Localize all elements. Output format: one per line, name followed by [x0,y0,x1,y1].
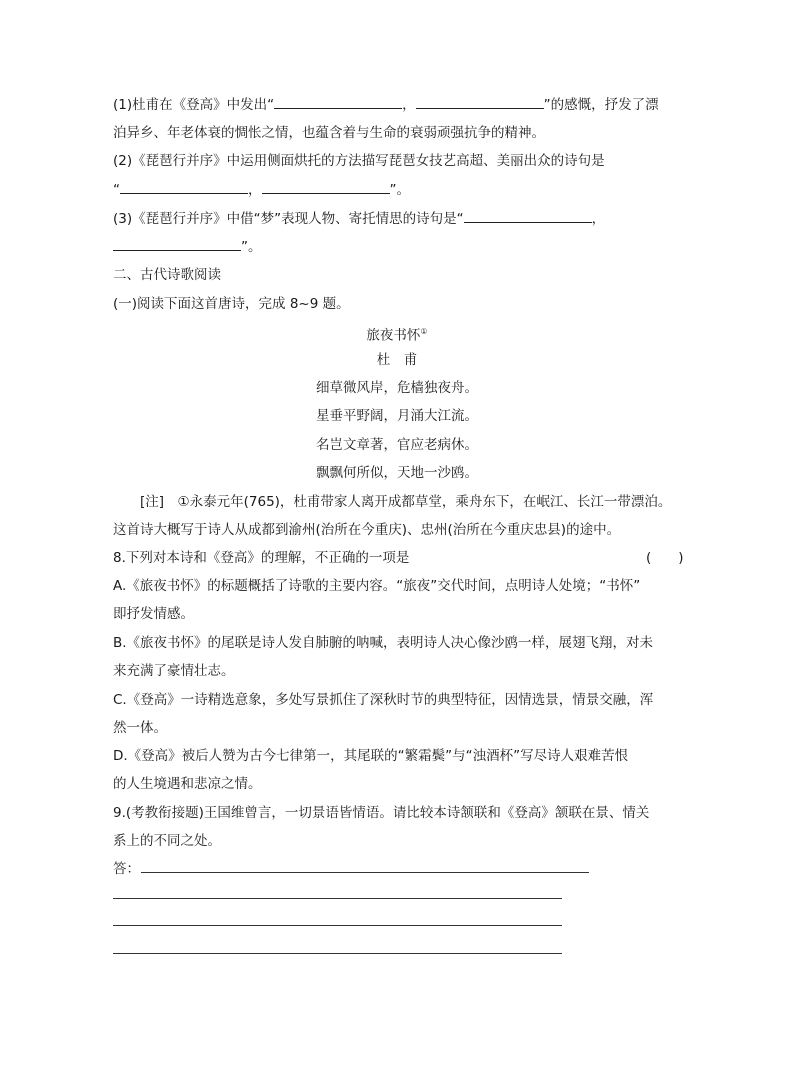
q1-3-text-a: (3)《琵琶行并序》中借“梦”表现人物、寄托情思的诗句是“ [113,211,464,227]
q1-1-text-b: ”的感慨，抒发了漂 [543,97,659,113]
poem-line: 星垂平野阔，月涌大江流。 [316,408,478,424]
answer-blank[interactable] [262,180,390,194]
poem-title [0,323,794,345]
q8-stem: 8.下列对本诗和《登高》的理解，不正确的一项是 [113,550,410,566]
q8-option-d: D.《登高》被后人赞为古今七律第一，其尾联的“繁霜鬓”与“浊酒杯”写尽诗人艰难苦恨 [113,748,629,764]
answer-blank[interactable] [120,180,248,194]
poem-author: 杜 甫 [376,352,418,368]
q8-option-d-cont: 的人生境遇和悲凉之情。 [113,776,262,792]
q1-1-line1 [113,95,659,114]
poem-line: 飘飘何所似，天地一沙鸥。 [316,465,478,481]
section-heading: 二、古代诗歌阅读 [113,267,221,283]
q1-1-line2: 泊异乡、年老体衰的惆怅之情，也蕴含着与生命的衰弱顽强抗争的精神。 [113,125,545,141]
q8-option-a-cont: 即抒发情感。 [113,606,194,622]
q8-option-b-cont: 来充满了豪情壮志。 [113,663,235,679]
q1-3-line2 [113,237,262,256]
separator: ， [402,97,416,113]
answer-line[interactable] [113,898,562,899]
q9-stem-cont: 系上的不同之处。 [113,833,221,849]
poem-line: 细草微风岸，危樯独夜舟。 [316,380,478,396]
poem-line: 名岂文章著，官应老病休。 [316,437,478,453]
answer-blank[interactable] [416,95,544,109]
footnote-mark: ① [420,327,428,336]
q8-option-a: A.《旅夜书怀》的标题概括了诗歌的主要内容。“旅夜”交代时间，点明诗人处境；“书怀” [113,578,641,594]
q8-option-c: C.《登高》一诗精选意象，多处写景抓住了深秋时节的典型特征，因情选景，情景交融，浑 [113,692,654,708]
q8-option-c-cont: 然一体。 [113,720,167,736]
poem-title-text: 旅夜书怀 [366,327,421,344]
q8-answer-bracket[interactable]: ( ) [646,550,684,566]
answer-line[interactable] [113,953,562,954]
answer-line[interactable] [113,925,562,926]
section-intro: (一)阅读下面这首唐诗，完成 8~9 题。 [113,296,350,312]
q9-stem: 9.(考教衔接题)王国维曾言，一切景语皆情语。请比较本诗颔联和《登高》颔联在景、情关 [113,805,650,821]
answer-blank[interactable] [464,209,592,223]
q1-1-text-a: (1)杜甫在《登高》中发出“ [113,97,275,113]
separator: ， [591,211,606,227]
q8-option-b: B.《旅夜书怀》的尾联是诗人发自肺腑的呐喊，表明诗人决心像沙鸥一样，展翅飞翔，对未 [113,635,654,651]
answer-blank[interactable] [113,237,241,251]
q1-2-line1: (2)《琵琶行并序》中运用侧面烘托的方法描写琵琶女技艺高超、美丽出众的诗句是 [113,153,605,169]
close-quote: ”。 [389,182,410,198]
answer-blank[interactable] [274,95,402,109]
answer-line[interactable] [141,872,589,873]
close-quote: ”。 [241,239,262,255]
q1-3-line1 [113,209,605,228]
open-quote: “ [113,182,120,198]
separator: ， [248,182,262,198]
poem-note-line1: [注] ①永泰元年(765)，杜甫带家人离开成都草堂，乘舟东下，在岷江、长江一带漂泊。 [140,494,672,510]
poem-note-line2: 这首诗大概写于诗人从成都到渝州(治所在今重庆)、忠州(治所在今重庆忠县)的途中。 [113,522,621,538]
q1-2-line2 [113,180,410,199]
answer-label: 答： [113,861,140,877]
